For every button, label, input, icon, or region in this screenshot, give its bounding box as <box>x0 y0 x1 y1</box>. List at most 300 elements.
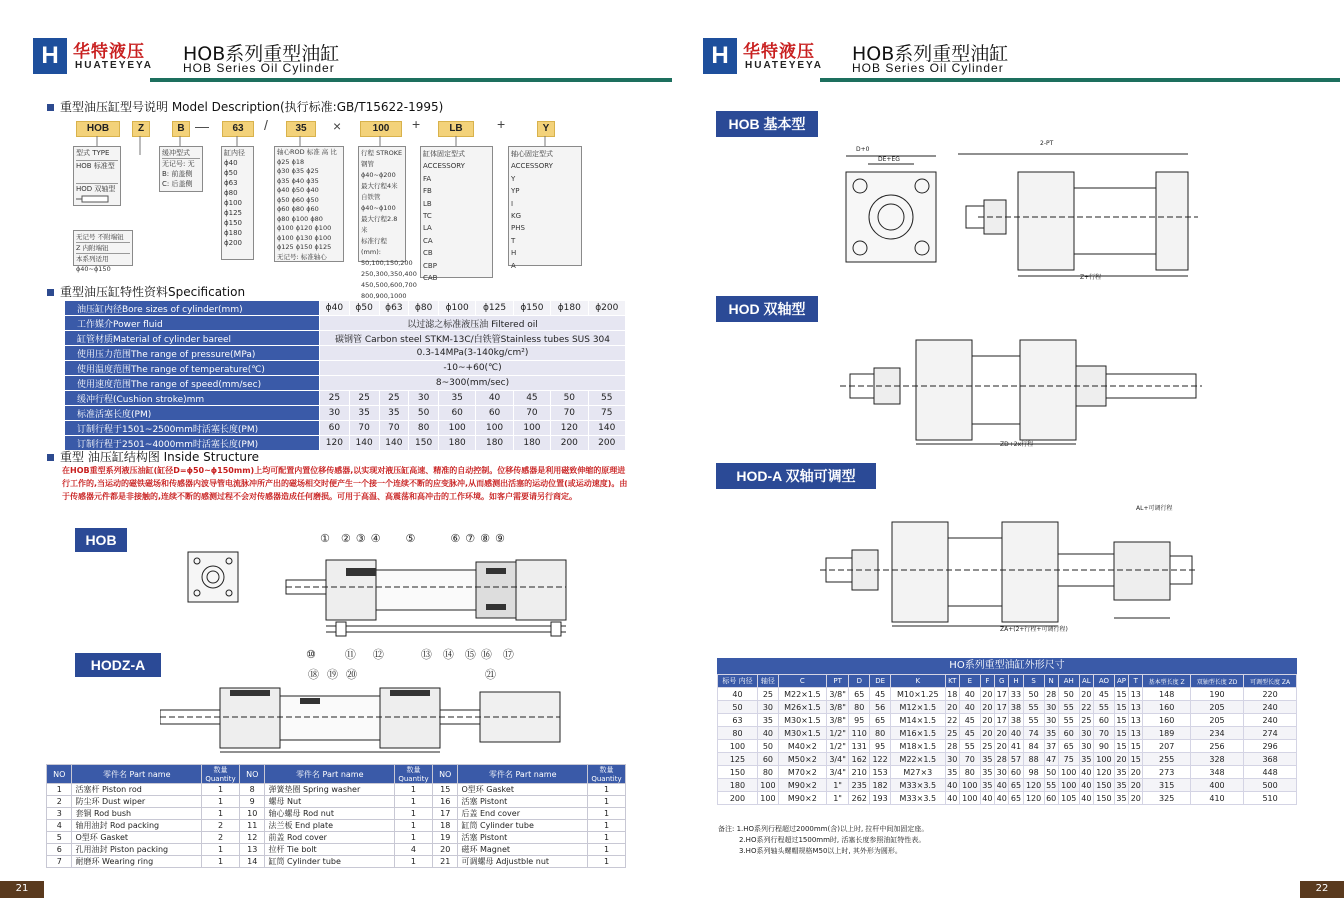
dims-cell: 193 <box>870 792 891 805</box>
dims-cell: 13 <box>1129 688 1143 701</box>
dims-cell: 45 <box>959 714 980 727</box>
dims-cell: 84 <box>1023 740 1044 753</box>
rod-row: ϕ60 ϕ80 ϕ60 <box>277 205 319 213</box>
dims-header: S <box>1023 675 1044 688</box>
spec-cell: 100 <box>439 421 476 436</box>
parts-cell: 17 <box>432 808 457 820</box>
parts-cell: 2 <box>202 832 240 844</box>
dims-header: K <box>891 675 946 688</box>
dims-cell: 20 <box>980 688 994 701</box>
dims-header: C <box>778 675 826 688</box>
rod-accessory-row: YP <box>511 187 520 196</box>
dims-header: N <box>1044 675 1058 688</box>
spec-bore: ϕ200 <box>588 301 626 316</box>
header-rule <box>150 78 672 82</box>
accessory-row: CAB <box>423 274 438 283</box>
dims-cell: 125 <box>718 753 758 766</box>
parts-cell: 可调螺母 Adjustble nut <box>458 856 588 868</box>
parts-cell: 活塞杆 Piston rod <box>72 784 202 796</box>
spec-value: 碳钢管 Carbon steel STKM-13C/白铁管Stainless tubes SUS 304 <box>320 331 626 346</box>
spec-label: 使用速度范围The range of speed(mm/sec) <box>65 376 320 391</box>
parts-cell: 前盖 Rod cover <box>265 832 395 844</box>
dim-label: ZA+(2+行程+可调行程) <box>1000 626 1068 633</box>
dims-cell: 25 <box>1079 714 1093 727</box>
parts-cell: 活塞 Pistont <box>458 796 588 808</box>
rod-row: 无记号: 标准轴心 <box>277 252 327 261</box>
dims-row <box>718 714 1297 727</box>
dims-cell: 30 <box>1079 740 1093 753</box>
dims-cell: 35 <box>757 714 778 727</box>
dims-cell: 28 <box>1044 688 1058 701</box>
parts-cell: 1 <box>202 856 240 868</box>
dims-cell: 40 <box>1079 792 1093 805</box>
callouts-hodz <box>308 666 504 682</box>
spec-bore: ϕ40 <box>320 301 350 316</box>
dims-cell: M40×2 <box>778 740 826 753</box>
dims-row <box>718 701 1297 714</box>
spec-merged-row <box>65 361 626 376</box>
dims-cell: 88 <box>1023 753 1044 766</box>
dims-cell: 160 <box>1143 714 1190 727</box>
dims-cell: 35 <box>1114 779 1128 792</box>
z-row: Z 内附端钮 <box>76 242 130 253</box>
dims-cell: 3/8" <box>826 714 848 727</box>
dims-cell: 30 <box>1079 727 1093 740</box>
dims-cell: 100 <box>1058 766 1079 779</box>
dims-header: T <box>1129 675 1143 688</box>
spec-value-row <box>65 391 626 406</box>
dims-cell: 348 <box>1190 766 1243 779</box>
callout: ⑨ <box>495 532 510 545</box>
dims-cell: M50×2 <box>778 753 826 766</box>
dims-cell: 30 <box>995 766 1009 779</box>
rod-accessory-row: PHS <box>511 224 525 233</box>
dims-cell: 40 <box>959 688 980 701</box>
parts-cell: 1 <box>202 784 240 796</box>
dims-cell: 20 <box>980 727 994 740</box>
dims-cell: 18 <box>945 688 959 701</box>
parts-cell: 防尘环 Dust wiper <box>72 796 202 808</box>
dims-cell: 50 <box>757 740 778 753</box>
page-number-left: 21 <box>0 881 44 898</box>
dims-cell: M22×1.5 <box>778 688 826 701</box>
spec-bore: ϕ63 <box>379 301 409 316</box>
spec-cell: 50 <box>551 391 588 406</box>
parts-cell: 1 <box>587 808 625 820</box>
dims-cell: 35 <box>1114 766 1128 779</box>
spec-cell: 200 <box>588 436 626 451</box>
stroke-row: 钢管ϕ40~ϕ200 <box>361 160 396 179</box>
dims-row <box>718 779 1297 792</box>
dims-cell: M14×1.5 <box>891 714 946 727</box>
dims-cell: 255 <box>1143 753 1190 766</box>
spec-cell: 60 <box>439 406 476 421</box>
type-box <box>73 146 121 206</box>
dims-cell: 148 <box>1143 688 1190 701</box>
brand-name-en-right: HUATEYEYA <box>745 60 824 71</box>
dims-cell: 368 <box>1244 753 1297 766</box>
code-stroke: 100 <box>360 121 402 137</box>
parts-cell: 15 <box>432 784 457 796</box>
dims-cell: 75 <box>1058 753 1079 766</box>
dims-cell: 30 <box>945 753 959 766</box>
rod-row: ϕ125 ϕ150 ϕ125 <box>277 243 332 251</box>
dim-label: Z+行程 <box>1080 274 1102 281</box>
callout: ⑪ <box>344 648 361 661</box>
dims-cell: 55 <box>1023 701 1044 714</box>
header-rule-right <box>820 78 1340 82</box>
dims-cell: 220 <box>1244 688 1297 701</box>
rod-row: ϕ100 ϕ120 ϕ100 <box>277 224 332 232</box>
code-rod-acc: Y <box>537 121 555 137</box>
callout: ⑥ <box>450 532 466 545</box>
dims-header: 可调型长度 ZA <box>1244 675 1297 688</box>
spec-label: 使用温度范围The range of temperature(℃) <box>65 361 320 376</box>
dims-cell: 296 <box>1244 740 1297 753</box>
parts-cell: 活塞 Pistont <box>458 832 588 844</box>
accessory-row: FA <box>423 174 432 183</box>
parts-row <box>47 844 626 856</box>
callout: ⑤ <box>405 532 421 545</box>
dim-label: AL+可调行程 <box>1136 505 1173 512</box>
parts-cell: 轴心螺母 Rod nut <box>265 808 395 820</box>
bore-row: ϕ125 <box>224 209 242 217</box>
symbol-dash: — <box>195 118 209 134</box>
dims-cell: 60 <box>757 753 778 766</box>
dims-header: AP <box>1114 675 1128 688</box>
dims-cell: 55 <box>1044 779 1058 792</box>
code-b: B <box>172 121 190 137</box>
dims-cell: 15 <box>1129 740 1143 753</box>
z-box <box>73 230 133 273</box>
bore-row: ϕ150 <box>224 219 242 227</box>
parts-row <box>47 784 626 796</box>
spec-cell: 50 <box>409 406 439 421</box>
rod-accessory-row: KG <box>511 212 522 221</box>
callout: ① <box>320 532 335 545</box>
page-number-right: 22 <box>1300 881 1344 898</box>
dims-cell: 17 <box>995 701 1009 714</box>
code-bore: 63 <box>222 121 254 137</box>
dims-cell: 20 <box>945 701 959 714</box>
spec-bore: ϕ100 <box>439 301 476 316</box>
spec-cell: 70 <box>379 421 409 436</box>
dims-cell: 38 <box>1009 701 1023 714</box>
dims-cell: 70 <box>959 753 980 766</box>
dims-cell: 70 <box>1093 727 1114 740</box>
dims-row <box>718 688 1297 701</box>
parts-cell: 1 <box>202 796 240 808</box>
type-hob: HOB 标准型 <box>76 160 118 171</box>
spec-cell: 30 <box>320 406 350 421</box>
spec-cell: 120 <box>320 436 350 451</box>
parts-cell: 套铜 Rod bush <box>72 808 202 820</box>
dims-cell: 30 <box>1044 701 1058 714</box>
dims-cell: 40 <box>995 779 1009 792</box>
bore-box-title: 缸内径 <box>224 149 245 157</box>
dims-cell: M12×1.5 <box>891 701 946 714</box>
spec-cell: 25 <box>320 391 350 406</box>
callout: ⑩ <box>306 648 321 661</box>
dims-cell: 13 <box>1129 714 1143 727</box>
parts-cell: 1 <box>394 856 432 868</box>
parts-cell: 1 <box>394 832 432 844</box>
dims-cell: 90 <box>1093 740 1114 753</box>
accessory-row: FB <box>423 187 432 196</box>
dims-cell: 74 <box>1023 727 1044 740</box>
parts-cell: 3 <box>47 808 72 820</box>
parts-cell: O型环 Gasket <box>458 784 588 796</box>
dims-cell: 65 <box>1058 740 1079 753</box>
model-section-title: 重型油压缸型号说明 Model Description(执行标准:GB/T15622-1995) <box>47 98 443 115</box>
buffer-box-title: 缓冲型式 <box>162 149 190 157</box>
dims-cell: 205 <box>1190 714 1243 727</box>
callout: ㉑ <box>485 668 504 681</box>
spec-label: 工作媒介Power fluid <box>65 316 320 331</box>
rod-row: ϕ80 ϕ100 ϕ80 <box>277 214 323 223</box>
bore-row: ϕ63 <box>224 179 238 187</box>
parts-cell: 10 <box>239 808 264 820</box>
dims-cell: 20 <box>1129 779 1143 792</box>
callout: ⑳ <box>346 668 365 681</box>
dims-cell: 150 <box>718 766 758 779</box>
dims-header: G <box>995 675 1009 688</box>
dims-cell: M26×1.5 <box>778 701 826 714</box>
dims-cell: 180 <box>718 779 758 792</box>
spec-label: 订制行程于1501~2500mm时活塞长度(PM) <box>65 421 320 436</box>
parts-cell: 2 <box>47 796 72 808</box>
spec-bore: ϕ125 <box>476 301 513 316</box>
buffer-box <box>159 146 203 192</box>
parts-cell: 弹簧垫圈 Spring washer <box>265 784 395 796</box>
dims-cell: 240 <box>1244 714 1297 727</box>
dims-header: 轴径 <box>757 675 778 688</box>
spec-label: 使用压力范围The range of pressure(MPa) <box>65 346 320 361</box>
parts-cell: 缸筒 Cylinder tube <box>458 820 588 832</box>
stroke-row: 800,900,1000 <box>361 292 407 300</box>
dims-header: AH <box>1058 675 1079 688</box>
parts-cell: 1 <box>394 784 432 796</box>
spec-merged-row <box>65 316 626 331</box>
dims-cell: 30 <box>1044 714 1058 727</box>
dims-note: 2.HO系列行程超过1500mm时, 活塞长度参照油缸特性表。 <box>739 836 926 844</box>
dims-cell: 20 <box>1114 753 1128 766</box>
brand-name-en: HUATEYEYA <box>75 60 154 71</box>
dims-cell: 40 <box>959 701 980 714</box>
dims-cell: 35 <box>1079 753 1093 766</box>
parts-cell: 1 <box>587 796 625 808</box>
accessory-row: LA <box>423 224 432 233</box>
dims-cell: 25 <box>757 688 778 701</box>
bore-row: ϕ80 <box>224 189 238 197</box>
dims-cell: 400 <box>1190 779 1243 792</box>
dims-cell: 15 <box>1114 701 1128 714</box>
dims-cell: 15 <box>1114 740 1128 753</box>
spec-cell: 35 <box>439 391 476 406</box>
dims-row <box>718 740 1297 753</box>
dims-cell: 131 <box>849 740 870 753</box>
rod-accessory-box <box>508 146 582 270</box>
dims-cell: M27×3 <box>891 766 946 779</box>
brand-name-cn-right: 华特液压 <box>743 42 815 62</box>
dims-cell: 55 <box>1058 701 1079 714</box>
spec-cell: 70 <box>349 421 379 436</box>
brand-name-cn: 华特液压 <box>73 42 145 62</box>
tag-hodz-structure: HODZ-A <box>75 653 161 677</box>
spec-cell: 140 <box>349 436 379 451</box>
parts-cell: 1 <box>587 832 625 844</box>
spec-cell: 35 <box>379 406 409 421</box>
spec-cell: 70 <box>551 406 588 421</box>
dims-cell: M16×1.5 <box>891 727 946 740</box>
dims-cell: 256 <box>1190 740 1243 753</box>
parts-cell: 1 <box>47 784 72 796</box>
dims-cell: 1/2" <box>826 740 848 753</box>
spec-cell: 70 <box>513 406 550 421</box>
parts-cell: 21 <box>432 856 457 868</box>
dims-cell: 98 <box>1023 766 1044 779</box>
dims-cell: 40 <box>1009 727 1023 740</box>
stroke-box <box>358 146 417 300</box>
symbol-plus-2: + <box>497 116 506 132</box>
dims-cell: 95 <box>849 714 870 727</box>
dims-cell: 274 <box>1244 727 1297 740</box>
spec-cell: 80 <box>409 421 439 436</box>
dims-cell: 40 <box>980 792 994 805</box>
dims-cell: 13 <box>1129 727 1143 740</box>
spec-cell: 35 <box>349 406 379 421</box>
parts-cell: 1 <box>394 796 432 808</box>
spec-bore-row <box>65 301 626 316</box>
callout: ④ <box>370 532 386 545</box>
callout: ⑮ <box>464 648 481 661</box>
dims-cell: 410 <box>1190 792 1243 805</box>
dims-cell: 20 <box>1129 766 1143 779</box>
code-hob: HOB <box>76 121 120 137</box>
spec-cell: 180 <box>439 436 476 451</box>
buffer-front: B: 前盖侧 <box>162 170 193 178</box>
callout: ② <box>340 532 356 545</box>
dims-cell: 35 <box>980 766 994 779</box>
dims-cell: 100 <box>757 779 778 792</box>
dims-cell: M33×3.5 <box>891 779 946 792</box>
dims-cell: 210 <box>849 766 870 779</box>
dims-cell: 45 <box>959 727 980 740</box>
parts-header: 零件名 Part name <box>265 765 395 784</box>
dims-cell: M70×2 <box>778 766 826 779</box>
type-hod: HOD 双轴型 <box>76 183 118 194</box>
parts-cell: 8 <box>239 784 264 796</box>
dims-cell: 35 <box>945 766 959 779</box>
dims-cell: M30×1.5 <box>778 714 826 727</box>
stroke-row: 标准行程(mm): <box>361 237 387 256</box>
dims-cell: 55 <box>1093 701 1114 714</box>
buffer-none: 无记号: 无 <box>162 158 200 169</box>
dims-cell: 40 <box>1079 779 1093 792</box>
page-title-en-right: HOB Series Oil Cylinder <box>852 61 1004 75</box>
parts-cell: 孔用油封 Piston packing <box>72 844 202 856</box>
parts-cell: 1 <box>587 784 625 796</box>
spec-bore: ϕ50 <box>349 301 379 316</box>
dims-cell: 35 <box>980 753 994 766</box>
dims-cell: 20 <box>995 727 1009 740</box>
dims-cell: 40 <box>995 792 1009 805</box>
stroke-row: 50,100,150,200 <box>361 259 413 267</box>
dims-cell: 38 <box>1009 714 1023 727</box>
accessory-row: TC <box>423 212 432 221</box>
parts-cell: 耐磨环 Wearing ring <box>72 856 202 868</box>
parts-row <box>47 856 626 868</box>
dims-cell: 328 <box>1190 753 1243 766</box>
accessory-row: CB <box>423 249 433 258</box>
parts-cell: 7 <box>47 856 72 868</box>
spec-cell: 40 <box>476 391 513 406</box>
dims-cell: 80 <box>870 727 891 740</box>
callouts-top <box>320 532 510 545</box>
dims-cell: 120 <box>1023 792 1044 805</box>
parts-cell: 6 <box>47 844 72 856</box>
dims-cell: 60 <box>1093 714 1114 727</box>
dims-cell: 100 <box>1058 779 1079 792</box>
dims-note: 备注: 1.HO系列行程超过2000mm(含)以上时, 拉杆中间加固定座。 <box>718 825 929 833</box>
code-rod: 35 <box>286 121 316 137</box>
dims-header: 双轴型长度 ZD <box>1190 675 1243 688</box>
symbol-plus-1: + <box>412 116 421 132</box>
accessory-row: LB <box>423 199 432 208</box>
bore-row: ϕ50 <box>224 169 238 177</box>
parts-cell: 磁环 Magnet <box>458 844 588 856</box>
dims-cell: 30 <box>757 701 778 714</box>
accessory-row: CBP <box>423 261 437 270</box>
dims-cell: 1/2" <box>826 727 848 740</box>
dims-notes <box>718 824 928 857</box>
rod-row: ϕ30 ϕ35 ϕ25 <box>277 167 319 175</box>
rod-accessory-row: I <box>511 199 514 208</box>
dims-cell: 33 <box>1009 688 1023 701</box>
dims-cell: 40 <box>945 792 959 805</box>
dims-cell: 40 <box>945 779 959 792</box>
spec-value: -10~+60(℃) <box>320 361 626 376</box>
dims-cell: 150 <box>1093 779 1114 792</box>
spec-cell: 75 <box>588 406 626 421</box>
parts-cell: 螺母 Nut <box>265 796 395 808</box>
rod-accessory-row: H <box>511 249 517 258</box>
dims-cell: 110 <box>849 727 870 740</box>
spec-label: 油压缸内径Bore sizes of cylinder(mm) <box>65 301 320 316</box>
parts-cell: 20 <box>432 844 457 856</box>
code-accessory: LB <box>438 121 474 137</box>
parts-cell: O型环 Gasket <box>72 832 202 844</box>
dims-cell: 50 <box>1058 688 1079 701</box>
spec-cell: 200 <box>551 436 588 451</box>
dims-cell: 65 <box>870 714 891 727</box>
dims-cell: 182 <box>870 779 891 792</box>
dims-cell: 15 <box>1114 688 1128 701</box>
rod-row: ϕ50 ϕ60 ϕ50 <box>277 195 319 204</box>
spec-table <box>64 300 626 451</box>
code-z: Z <box>132 121 150 137</box>
spec-cell: 60 <box>476 406 513 421</box>
dims-cell: 448 <box>1244 766 1297 779</box>
stroke-box-title: 行程 STROKE <box>361 149 403 157</box>
rod-row: ϕ35 ϕ40 ϕ35 <box>277 176 319 185</box>
dims-cell: 160 <box>1143 701 1190 714</box>
dims-cell: 80 <box>757 766 778 779</box>
dims-cell: 60 <box>1044 792 1058 805</box>
accessory-box <box>420 146 493 283</box>
dims-cell: 190 <box>1190 688 1243 701</box>
dims-header: 标号 内径 <box>718 675 758 688</box>
